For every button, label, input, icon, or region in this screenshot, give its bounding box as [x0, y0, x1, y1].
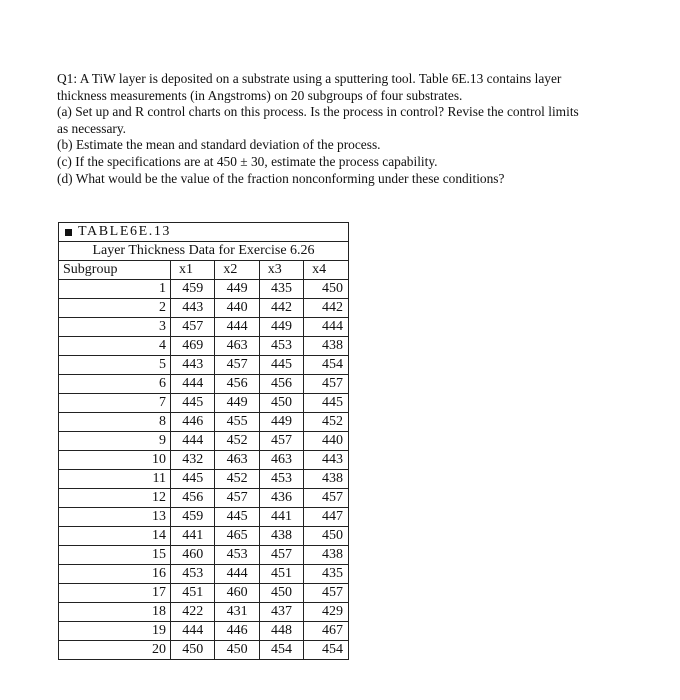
measurement-cell: 455 [215, 413, 259, 432]
measurement-cell: 432 [171, 451, 215, 470]
measurement-cell: 438 [304, 337, 348, 356]
table-row [59, 641, 348, 660]
measurement-cell: 457 [304, 375, 348, 394]
subgroup-cell: 15 [59, 546, 171, 565]
table-header-row [59, 261, 348, 280]
measurement-cell: 442 [304, 299, 348, 318]
measurement-cell: 438 [259, 527, 303, 546]
measurement-cell: 436 [259, 489, 303, 508]
subgroup-cell: 19 [59, 622, 171, 641]
table-row [59, 508, 348, 527]
table-body [59, 280, 348, 660]
subgroup-cell: 17 [59, 584, 171, 603]
subgroup-cell: 11 [59, 470, 171, 489]
measurement-cell: 453 [259, 337, 303, 356]
measurement-cell: 431 [215, 603, 259, 622]
question-line: (c) If the specifications are at 450 ± 30, estimate the process capability. [57, 153, 438, 169]
measurement-cell: 450 [171, 641, 215, 660]
question-text [57, 71, 637, 187]
header-x2: x2 [215, 261, 259, 280]
measurement-cell: 445 [215, 508, 259, 527]
measurement-cell: 456 [259, 375, 303, 394]
table-row [59, 622, 348, 641]
measurement-cell: 443 [171, 299, 215, 318]
measurement-cell: 454 [304, 356, 348, 375]
measurement-cell: 444 [215, 565, 259, 584]
measurement-cell: 449 [259, 413, 303, 432]
measurement-cell: 442 [259, 299, 303, 318]
measurement-cell: 465 [215, 527, 259, 546]
measurement-cell: 440 [215, 299, 259, 318]
measurement-cell: 438 [304, 470, 348, 489]
measurement-cell: 445 [171, 394, 215, 413]
subgroup-cell: 13 [59, 508, 171, 527]
table-row [59, 470, 348, 489]
measurement-cell: 457 [215, 356, 259, 375]
measurement-cell: 446 [171, 413, 215, 432]
table-row [59, 565, 348, 584]
measurement-cell: 457 [259, 432, 303, 451]
measurement-cell: 451 [259, 565, 303, 584]
subgroup-cell: 7 [59, 394, 171, 413]
measurement-cell: 457 [304, 489, 348, 508]
measurement-cell: 444 [171, 375, 215, 394]
table-row [59, 451, 348, 470]
measurement-cell: 459 [171, 280, 215, 299]
measurement-cell: 457 [259, 546, 303, 565]
measurement-cell: 449 [259, 318, 303, 337]
measurement-cell: 452 [304, 413, 348, 432]
table-row [59, 375, 348, 394]
measurement-cell: 440 [304, 432, 348, 451]
measurement-cell: 451 [171, 584, 215, 603]
measurement-cell: 422 [171, 603, 215, 622]
measurement-cell: 444 [215, 318, 259, 337]
measurement-cell: 450 [259, 394, 303, 413]
measurement-cell: 448 [259, 622, 303, 641]
measurement-cell: 469 [171, 337, 215, 356]
measurement-cell: 453 [259, 470, 303, 489]
table-row [59, 356, 348, 375]
measurement-cell: 460 [171, 546, 215, 565]
measurement-cell: 441 [171, 527, 215, 546]
question-line: (b) Estimate the mean and standard deviation of the process. [57, 137, 381, 153]
table-row [59, 280, 348, 299]
measurement-cell: 445 [259, 356, 303, 375]
table-row [59, 413, 348, 432]
measurement-cell: 450 [304, 280, 348, 299]
subgroup-cell: 14 [59, 527, 171, 546]
subgroup-cell: 10 [59, 451, 171, 470]
table-row [59, 527, 348, 546]
measurement-cell: 444 [304, 318, 348, 337]
header-x4: x4 [304, 261, 348, 280]
table-row [59, 432, 348, 451]
measurement-cell: 457 [215, 489, 259, 508]
measurement-cell: 463 [259, 451, 303, 470]
header-subgroup: Subgroup [59, 261, 171, 280]
measurement-cell: 459 [171, 508, 215, 527]
subgroup-cell: 2 [59, 299, 171, 318]
measurement-cell: 454 [322, 642, 343, 657]
subgroup-cell: 1 [59, 280, 171, 299]
measurement-cell: 456 [171, 489, 215, 508]
question-line: (d) What would be the value of the fraction nonconforming under these conditions? [57, 170, 505, 186]
subgroup-cell: 4 [59, 337, 171, 356]
measurement-cell: 445 [171, 470, 215, 489]
thickness-table [59, 261, 348, 659]
table-row [59, 489, 348, 508]
measurement-cell: 454 [259, 641, 303, 660]
measurement-cell: 435 [304, 565, 348, 584]
measurement-cell: 463 [215, 451, 259, 470]
subgroup-cell: 6 [59, 375, 171, 394]
measurement-cell: 443 [304, 451, 348, 470]
table-row [59, 337, 348, 356]
measurement-cell: 435 [259, 280, 303, 299]
subgroup-cell: 9 [59, 432, 171, 451]
measurement-cell: 437 [259, 603, 303, 622]
table-row [59, 394, 348, 413]
square-bullet-icon [65, 229, 72, 236]
measurement-cell: 446 [215, 622, 259, 641]
measurement-cell: 463 [215, 337, 259, 356]
table-row [59, 603, 348, 622]
header-x1: x1 [171, 261, 215, 280]
measurement-cell: 429 [304, 603, 348, 622]
measurement-cell: 449 [215, 394, 259, 413]
subgroup-cell: 5 [59, 356, 171, 375]
measurement-cell: 447 [304, 508, 348, 527]
table-row [59, 584, 348, 603]
table-row [59, 318, 348, 337]
measurement-cell: 443 [171, 356, 215, 375]
measurement-cell: 450 [215, 641, 259, 660]
measurement-cell: 453 [215, 546, 259, 565]
measurement-cell: 457 [171, 318, 215, 337]
measurement-cell: 453 [171, 565, 215, 584]
subgroup-cell: 8 [59, 413, 171, 432]
measurement-cell: 467 [304, 622, 348, 641]
data-table [58, 222, 349, 660]
measurement-cell: 449 [215, 280, 259, 299]
subgroup-cell: 16 [59, 565, 171, 584]
table-caption: Layer Thickness Data for Exercise 6.26 [59, 242, 348, 261]
measurement-cell: 452 [215, 432, 259, 451]
measurement-cell: 444 [171, 622, 215, 641]
table-title [59, 223, 348, 242]
measurement-cell: 450 [304, 527, 348, 546]
question-line: Q1: A TiW layer is deposited on a substrate using a sputtering tool. Table 6E.13 contains layer [57, 71, 562, 86]
question-line: thickness measurements (in Angstroms) on 20 subgroups of four substrates. [57, 87, 463, 103]
measurement-cell: 438 [304, 546, 348, 565]
measurement-cell: 444 [171, 432, 215, 451]
subgroup-cell: 20 [59, 641, 171, 660]
table-row [59, 546, 348, 565]
measurement-cell: 441 [259, 508, 303, 527]
question-line: (a) Set up and R control charts on this process. Is the process in control? Revise the control limits [57, 104, 579, 120]
measurement-cell: 457 [304, 584, 348, 603]
measurement-cell: 450 [259, 584, 303, 603]
subgroup-cell: 3 [59, 318, 171, 337]
subgroup-cell: 12 [59, 489, 171, 508]
table-title-text: TABLE6E.13 [78, 224, 172, 239]
header-x3: x3 [259, 261, 303, 280]
question-line: as necessary. [57, 120, 127, 136]
measurement-cell: 460 [215, 584, 259, 603]
table-row [59, 299, 348, 318]
subgroup-cell: 18 [59, 603, 171, 622]
measurement-cell: 452 [215, 470, 259, 489]
measurement-cell: 445 [304, 394, 348, 413]
measurement-cell: 456 [215, 375, 259, 394]
